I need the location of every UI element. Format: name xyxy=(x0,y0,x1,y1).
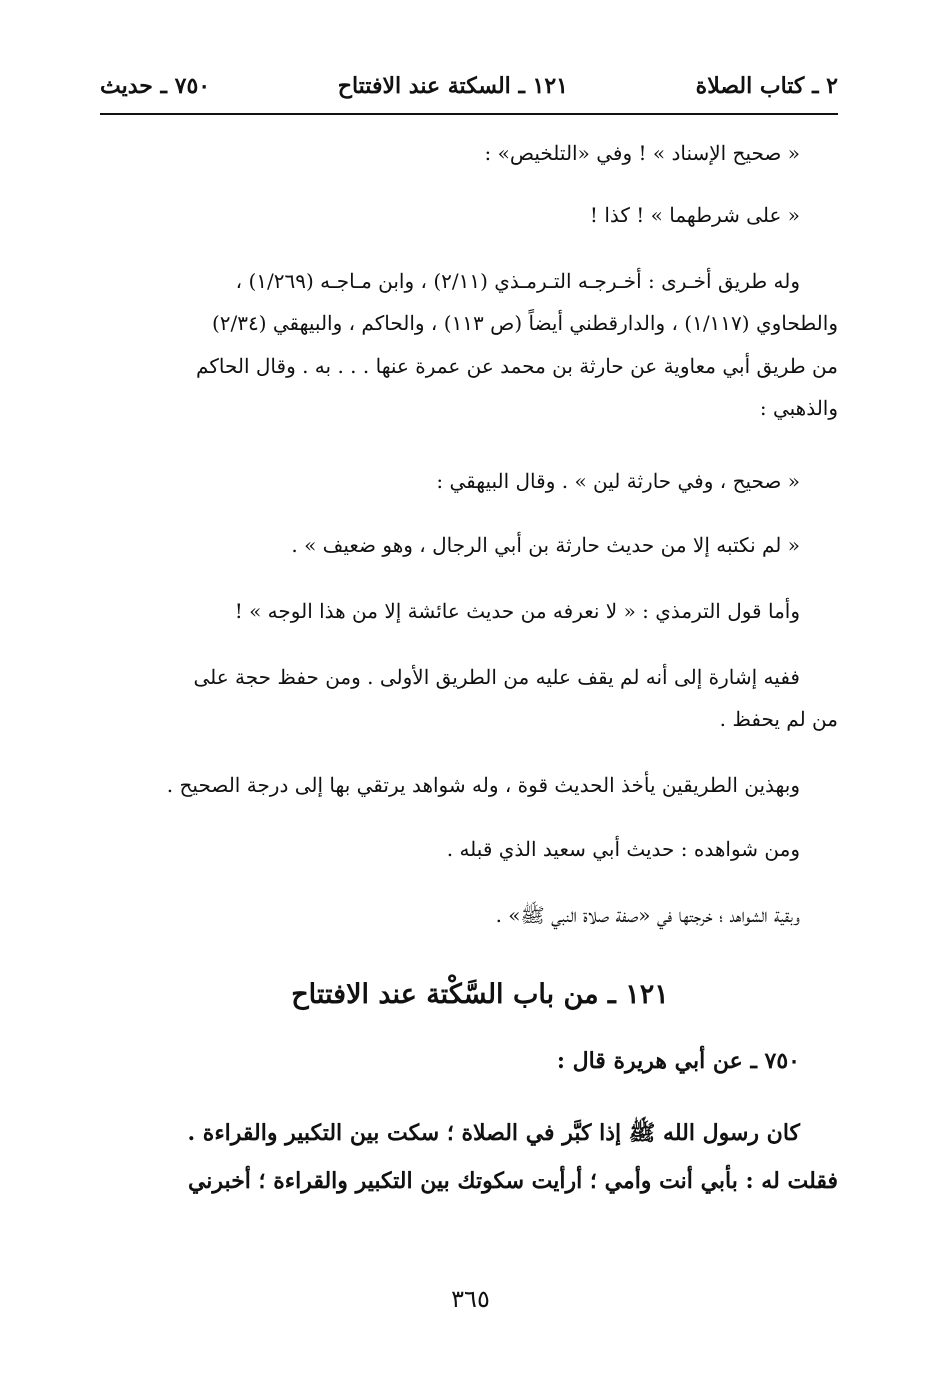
header-chapter: ٢ ـ كتاب الصلاة xyxy=(695,73,838,99)
body-line: « على شرطهما » ! كذا ! xyxy=(589,203,800,227)
hadith-text-line: فقلت له : بأبي أنت وأمي ؛ أرأيت سكوتك بين التكبير والقراءة ؛ أخبرني xyxy=(187,1168,838,1194)
running-header xyxy=(100,66,838,106)
header-rule xyxy=(100,113,838,115)
body-line: وله طريق أخـرى : أخـرجـه التـرمـذي (٢/١١) ، وابن مـاجـه (١/٢٦٩) ، xyxy=(235,269,800,293)
body-line: وبهذين الطريقين يأخذ الحديث قوة ، وله شواهد يرتقي بها إلى درجة الصحيح . xyxy=(166,773,800,797)
body-line: ومن شواهده : حديث أبي سعيد الذي قبله . xyxy=(446,837,800,861)
header-section: ١٢١ ـ السكتة عند الافتتاح xyxy=(337,73,568,99)
body-line: « صحيح ، وفي حارثة لين » . وقال البيهقي : xyxy=(436,469,800,493)
body-line: وبقية الشواهد ؛ خرجتها في «صفة صلاة النبي ﷺ» . xyxy=(495,903,800,927)
body-line: والطحاوي (١/١١٧) ، والدارقطني أيضاً (ص ١١٣) ، والحاكم ، والبيهقي (٢/٣٤) xyxy=(211,311,838,335)
body-line: والذهبي : xyxy=(759,396,838,420)
page-number: ٣٦٥ xyxy=(451,1285,490,1313)
chapter-heading: ١٢١ ـ من باب السَّكْتة عند الافتتاح xyxy=(291,979,669,1010)
body-line: من طريق أبي معاوية عن حارثة بن محمد عن عمرة عنها . . . به . وقال الحاكم xyxy=(196,354,838,378)
body-line: من لم يحفظ . xyxy=(719,707,838,731)
hadith-text-line: كان رسول الله ﷺ إذا كبَّر في الصلاة ؛ سكت بين التكبير والقراءة . xyxy=(187,1120,800,1146)
header-hadith-number: ٧٥٠ ـ حديث xyxy=(100,73,211,99)
body-line: ففيه إشارة إلى أنه لم يقف عليه من الطريق الأولى . ومن حفظ حجة على xyxy=(193,665,800,689)
body-line: « صحيح الإسناد » ! وفي «التلخيص» : xyxy=(484,141,800,165)
body-line: وأما قول الترمذي : « لا نعرفه من حديث عائشة إلا من هذا الوجه » ! xyxy=(234,599,800,623)
body-line: « لم نكتبه إلا من حديث حارثة بن أبي الرجال ، وهو ضعيف » . xyxy=(291,533,800,557)
hadith-intro: ٧٥٠ ـ عن أبي هريرة قال : xyxy=(556,1048,800,1074)
